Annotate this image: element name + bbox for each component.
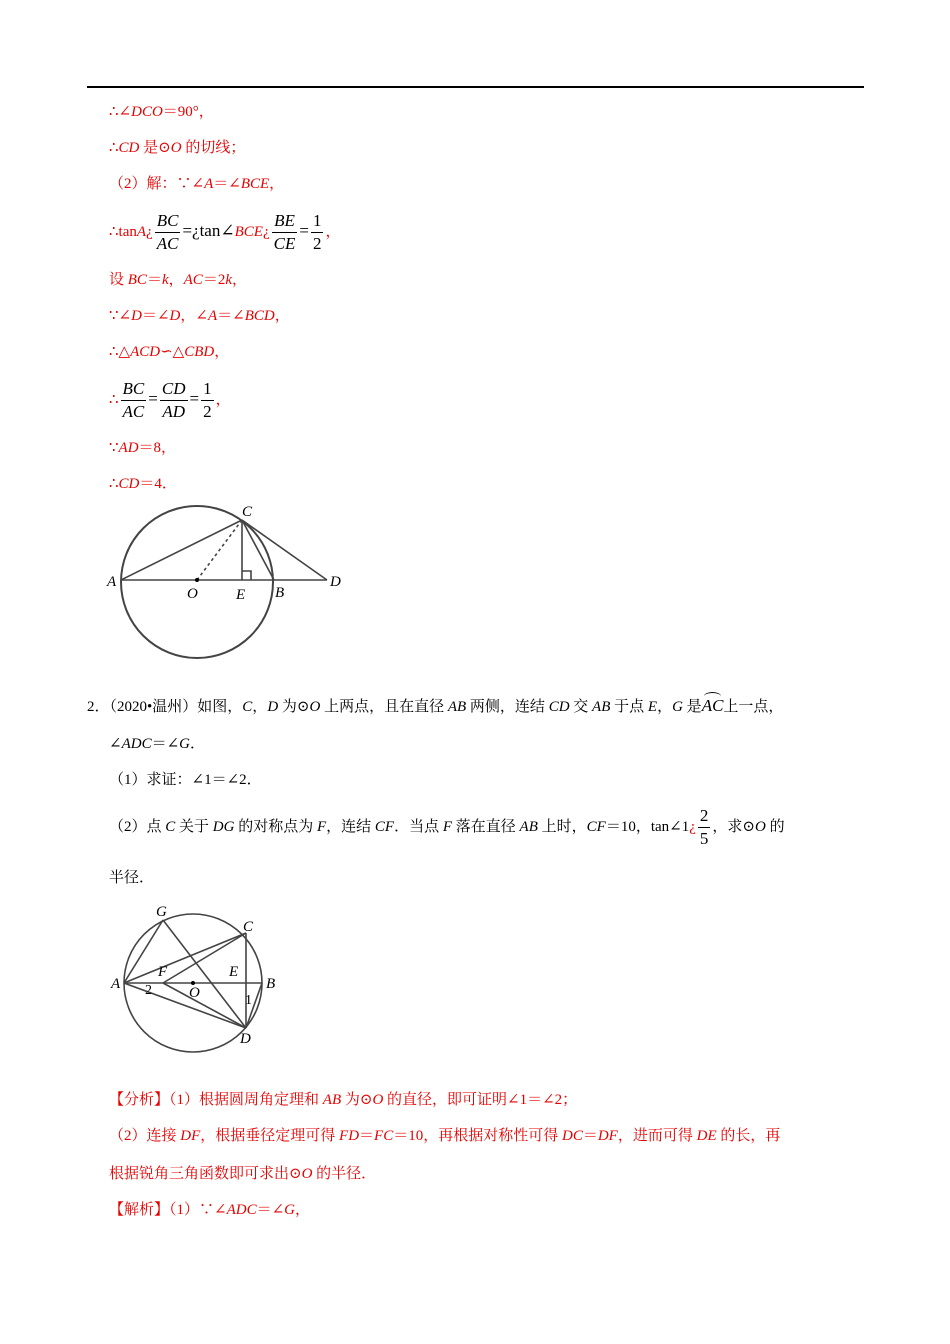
sol-line-3: （2）解：∵∠A＝∠BCE，	[109, 176, 285, 192]
fraction-cd-ad: $\frac{CD}{AD}$	[161, 379, 186, 422]
label-e: E	[236, 587, 246, 603]
sol-line-7: ∴△ACD∽△CBD，	[109, 344, 230, 360]
q2-line-2: ∠ADC＝∠G．	[109, 736, 206, 752]
label-e-2: E	[229, 964, 239, 980]
header-rule	[87, 86, 864, 88]
fraction-one-half: $\frac{1}{2}$	[312, 211, 322, 254]
figure-2	[105, 898, 285, 1058]
line-ac-2	[124, 933, 246, 983]
sol-line-1: ∴∠DCO＝90°，	[109, 104, 214, 120]
line-ac	[121, 520, 242, 580]
sol-line-2: ∴CD 是⊙O 的切线；	[109, 140, 246, 156]
label-angle-2: 2	[145, 983, 152, 998]
line-fd	[163, 983, 246, 1028]
fraction-one-half-2: $\frac{1}{2}$	[203, 379, 212, 422]
label-a: A	[107, 574, 117, 590]
fraction-two-fifths: $\frac{2}{5}$	[699, 806, 709, 849]
label-b: B	[275, 585, 285, 601]
label-g: G	[156, 904, 167, 920]
line-co	[197, 520, 242, 580]
center-point	[195, 578, 199, 582]
fraction-bc-ac-2: $\frac{BC}{AC}$	[122, 379, 145, 422]
sol-line-6: ∵∠D＝∠D，∠A＝∠BCD，	[109, 308, 290, 324]
fraction-bc-ac: $\frac{BC}{AC}$	[156, 211, 179, 254]
analysis-line-2: （2）连接 DF，根据垂径定理可得 FD＝FC＝10，再根据对称性可得 DC＝DF，进而可得 DE 的长，再	[109, 1128, 781, 1144]
label-c: C	[242, 504, 253, 520]
label-angle-1: 1	[245, 993, 252, 1008]
label-b-2: B	[266, 976, 276, 992]
solution-line-1: 【解析】（1）∵∠ADC＝∠G，	[109, 1202, 311, 1218]
label-c-2: C	[243, 919, 254, 935]
arc-ac: AC	[701, 696, 724, 715]
q2-part-1: （1）求证：∠1＝∠2．	[109, 772, 262, 788]
sol-line-10: ∴CD＝4．	[109, 476, 177, 492]
sol-line-8: ∴ $\frac{BC}{AC}$ = $\frac{CD}{AD}$ = $\frac{1}{2}$ ，	[109, 379, 231, 422]
label-d-2: D	[240, 1031, 251, 1047]
q2-line-1: 2．（2020•温州）如图，C，D 为⊙O 上两点，且在直径 AB 两侧，连结 CD 交 AB 于点 E，G 是AC上一点，	[87, 696, 784, 715]
label-f: F	[158, 964, 168, 980]
q2-part-2-cont: 半径．	[109, 870, 155, 886]
sol-line-4: ∴tanA¿ $\frac{BC}{AC}$ =¿tan∠BCE¿ $\frac{BE}{CE}$ = $\frac{1}{2}$ ，	[109, 211, 341, 254]
analysis-line-3: 根据锐角三角函数即可求出⊙O 的半径．	[109, 1166, 377, 1182]
sol-line-9: ∵AD＝8，	[109, 440, 177, 456]
q2-part-2: （2）点 C 关于 DG 的对称点为 F，连结 CF．当点 F 落在直径 AB 上时，CF＝10，tan∠1¿ $\frac{2}{5}$ ，求⊙O 的	[109, 806, 785, 849]
line-cd	[242, 520, 327, 580]
right-angle-mark	[242, 571, 251, 580]
figure-1	[100, 500, 350, 665]
fraction-be-ce: $\frac{BE}{CE}$	[273, 211, 296, 254]
label-o: O	[187, 586, 198, 602]
label-d: D	[330, 574, 341, 590]
analysis-line-1: 【分析】（1）根据圆周角定理和 AB 为⊙O 的直径，即可证明∠1＝∠2；	[109, 1092, 578, 1108]
label-a-2: A	[111, 976, 121, 992]
label-o-2: O	[189, 985, 200, 1001]
sol-line-5: 设 BC＝k，AC＝2k，	[109, 272, 248, 288]
